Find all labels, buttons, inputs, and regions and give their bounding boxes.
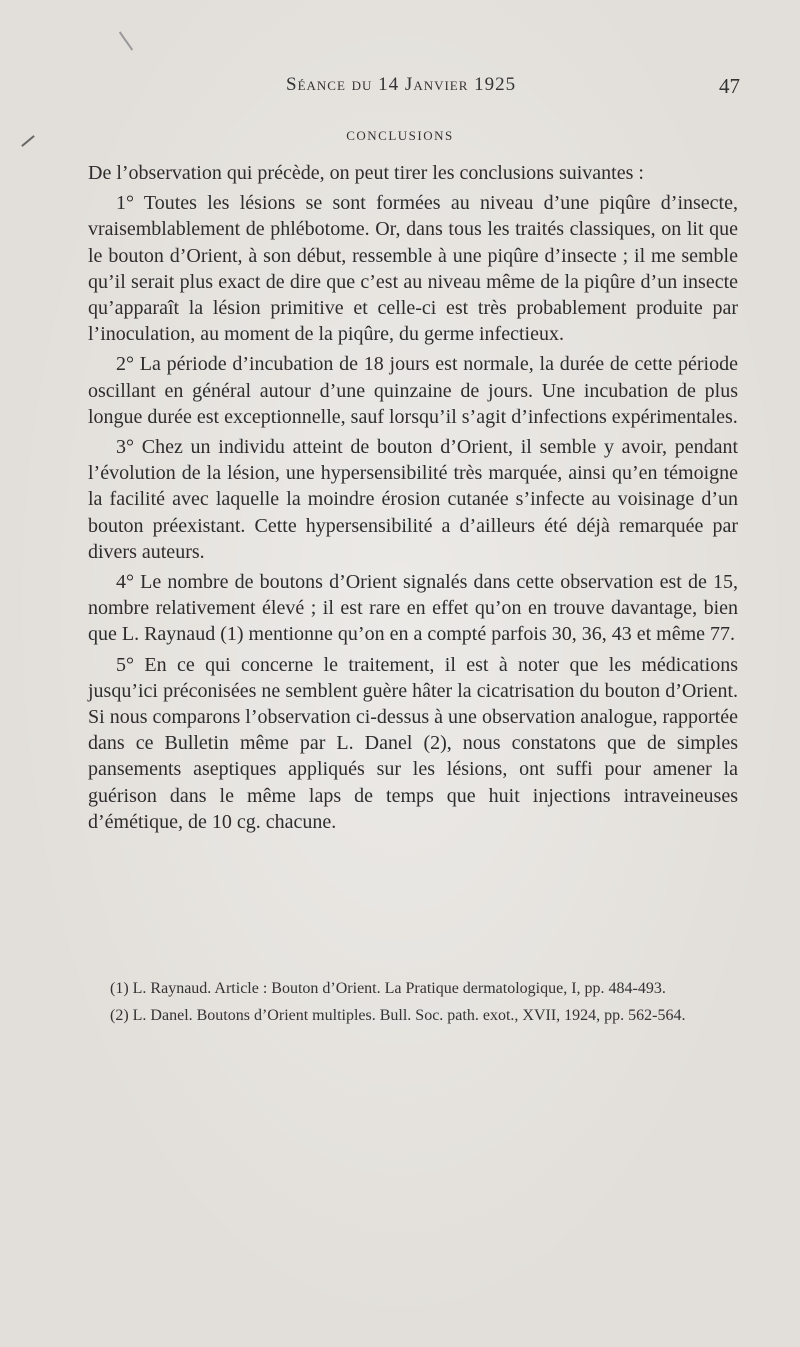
paragraph-conclusion-5: 5° En ce qui concerne le traitement, il est à noter que les médications jusqu’ici préconisées ne semblent guère hâter la cicatrisation du bouton d’Orient. Si nous comparons l’observation ci-dessus à une observation analogue, rapportée dans ce Bulletin même par L. Danel (2), nous constatons que de simples pansements aseptiques appliqués sur les lésions, ont suffi pour amener la guérison dans le même laps de temps que huit injections intraveineuses d’émétique, de 10 cg. chacune. [88, 653, 738, 833]
paragraph-intro: De l’observation qui précède, on peut tirer les conclusions suivantes : [88, 162, 644, 184]
body-text [88, 160, 738, 839]
footnotes [88, 978, 738, 1032]
running-title: Séance du 14 Janvier 1925 [286, 74, 517, 95]
page-header [90, 74, 740, 104]
paragraph-conclusion-2: 2° La période d’incubation de 18 jours est normale, la durée de cette période oscillant en général autour d’une quinzaine de jours. Une incubation de plus longue durée est exceptionnelle, sauf lorsqu’il s’agit d’infections expérimentales. [88, 353, 738, 428]
section-title: CONCLUSIONS [346, 128, 454, 143]
scan-speck [119, 31, 133, 50]
page-number: 47 [719, 74, 740, 98]
paragraph-conclusion-3: 3° Chez un individu atteint de bouton d’Orient, il semble y avoir, pendant l’évolution de la lésion, une hypersensibilité très marquée, ainsi qu’en témoigne la facilité avec laquelle la moindre érosion cutanée s’infecte au voisinage d’un bouton préexistant. Cette hypersensibilité a d’ailleurs été déjà remarquée par divers auteurs. [88, 436, 738, 563]
paragraph-conclusion-1: 1° Toutes les lésions se sont formées au niveau d’une piqûre d’insecte, vraisemblablement de phlébotome. Or, dans tous les traités classiques, on lit que le bouton d’Orient, à son début, ressemble à une piqûre d’insecte ; il me semble qu’il serait plus exact de dire que c’est au niveau même de la piqûre d’un insecte qu’apparaît la lésion primitive et celle-ci est très probablement produite par l’inoculation, au moment de la piqûre, du germe infectieux. [88, 192, 738, 346]
footnote-1: (1) L. Raynaud. Article : Bouton d’Orient. La Pratique dermatologique, I, pp. 484-493. [110, 980, 666, 997]
paragraph-conclusion-4: 4° Le nombre de boutons d’Orient signalés dans cette observation est de 15, nombre relativement élevé ; il est rare en effet qu’on en trouve davantage, bien que L. Raynaud (1) mentionne qu’on en a compté parfois 30, 36, 43 et même 77. [88, 571, 738, 646]
footnote-2: (2) L. Danel. Boutons d’Orient multiples. Bull. Soc. path. exot., XVII, 1924, pp. 562-564. [110, 1007, 686, 1024]
